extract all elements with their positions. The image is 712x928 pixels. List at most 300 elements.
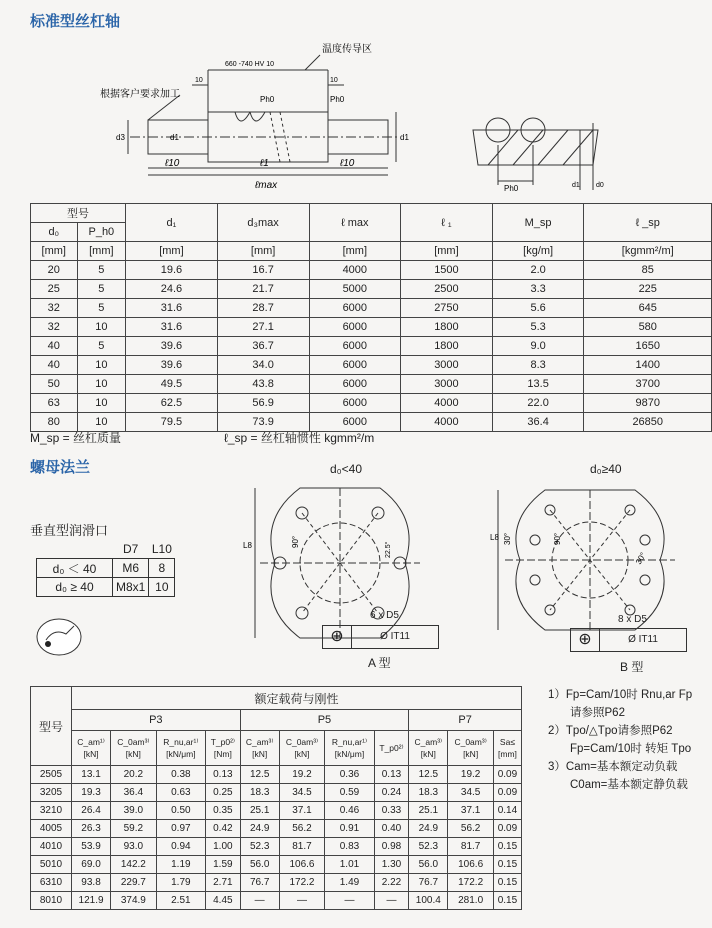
table-cell: 0.91 — [325, 820, 374, 838]
shaft-unit: [kgmm²/m] — [584, 242, 712, 261]
l10-label-right: ℓ10 — [340, 158, 355, 169]
table-cell: 79.5 — [126, 413, 218, 432]
table-cell: 16.7 — [217, 261, 309, 280]
table-cell: 1.00 — [206, 838, 241, 856]
table-cell: 21.7 — [217, 280, 309, 299]
table-cell: 3210 — [31, 802, 72, 820]
shaft-header: d₀ — [31, 223, 78, 242]
lube-cell: 10 — [149, 578, 175, 597]
table-cell: 2.71 — [206, 874, 241, 892]
shaft-unit: [mm] — [401, 242, 493, 261]
table-cell: 24.9 — [240, 820, 279, 838]
table-cell: 225 — [584, 280, 712, 299]
d1-label: d1 — [170, 133, 179, 142]
flange-a-l8: L8 — [243, 541, 252, 550]
table-cell: 49.5 — [126, 375, 218, 394]
table-cell: 37.1 — [448, 802, 494, 820]
footnote-line: 请参照P62 — [570, 707, 625, 719]
lube-table — [36, 540, 175, 597]
table-cell: 43.8 — [217, 375, 309, 394]
table-cell: 645 — [584, 299, 712, 318]
table-cell: 27.1 — [217, 318, 309, 337]
table-row — [31, 261, 712, 280]
flange-a-tol: Ø IT11 — [380, 631, 410, 642]
table-cell: 19.2 — [279, 766, 325, 784]
lube-cell: M6 — [113, 559, 149, 578]
shaft-group-header: 型号 — [31, 204, 126, 223]
table-cell: 0.15 — [493, 892, 521, 910]
shaft-header: ℓ max — [309, 204, 401, 242]
d0-detail-label: d0 — [596, 182, 604, 189]
table-cell: 0.98 — [374, 838, 409, 856]
table-cell: 81.7 — [279, 838, 325, 856]
table-cell: — — [240, 892, 279, 910]
table-cell: 56.9 — [217, 394, 309, 413]
load-sub-header-name: T_p0²⁾ — [379, 743, 404, 753]
shaft-header: P_h0 — [77, 223, 126, 242]
table-cell: 93.0 — [111, 838, 157, 856]
table-cell: 76.7 — [240, 874, 279, 892]
table-cell: 85 — [584, 261, 712, 280]
table-cell: 39.0 — [111, 802, 157, 820]
position-icon: ⊕ — [571, 629, 600, 651]
ph0-detail-label: Ph0 — [504, 184, 519, 193]
load-sub-header — [374, 731, 409, 766]
table-cell: 10 — [77, 413, 126, 432]
table-cell: 4000 — [401, 413, 493, 432]
table-cell: 0.09 — [493, 784, 521, 802]
table-cell: 0.40 — [374, 820, 409, 838]
flange-a-condition: d₀<40 — [330, 462, 363, 476]
table-cell: 20.2 — [111, 766, 157, 784]
l1-label: ℓ1 — [260, 158, 269, 169]
shaft-header: ℓ ₁ — [401, 204, 493, 242]
table-cell: — — [279, 892, 325, 910]
lube-cell: M8x1 — [113, 578, 149, 597]
load-sub-header — [206, 731, 241, 766]
table-cell: 25.1 — [240, 802, 279, 820]
table-cell: 0.15 — [493, 874, 521, 892]
load-group-header: 额定载荷与刚性 — [72, 687, 522, 710]
table-cell: 52.3 — [240, 838, 279, 856]
lube-cell: d₀ ＜ 40 — [37, 559, 113, 578]
load-model-header: 型号 — [31, 687, 72, 766]
table-cell: 0.63 — [156, 784, 205, 802]
table-cell: 172.2 — [279, 874, 325, 892]
table-cell: 8010 — [31, 892, 72, 910]
table-cell: 73.9 — [217, 413, 309, 432]
flange-a-angle-90: 90° — [291, 535, 300, 548]
table-cell: 0.46 — [325, 802, 374, 820]
flange-b-tol: Ø IT11 — [628, 634, 658, 645]
table-cell: 0.14 — [493, 802, 521, 820]
ph0-label-a: Ph0 — [260, 95, 275, 104]
table-cell: 56.2 — [448, 820, 494, 838]
section-title-flange: 螺母法兰 — [30, 459, 91, 476]
table-cell: 52.3 — [409, 838, 448, 856]
footnote-line: Fp=Cam/10时 转矩 Tpo — [570, 743, 692, 755]
table-cell: 3205 — [31, 784, 72, 802]
table-cell: 34.5 — [448, 784, 494, 802]
d1-detail-label: d1 — [572, 182, 580, 189]
table-cell: 1800 — [401, 337, 493, 356]
table-row — [31, 820, 522, 838]
table-row — [31, 337, 712, 356]
table-row — [31, 356, 712, 375]
shaft-unit: [mm] — [77, 242, 126, 261]
table-cell: 39.6 — [126, 337, 218, 356]
table-cell: 3000 — [401, 356, 493, 375]
load-sub-header-name: R_nu,ar¹⁾ — [163, 737, 199, 747]
table-cell: 13.1 — [72, 766, 111, 784]
shaft-header: d₃max — [217, 204, 309, 242]
table-cell: 0.42 — [206, 820, 241, 838]
flange-a-tolerance-box — [322, 625, 439, 649]
table-cell: 106.6 — [279, 856, 325, 874]
flange-b-tolerance-box — [570, 628, 687, 652]
table-cell: 39.6 — [126, 356, 218, 375]
oil-can-icon — [34, 612, 84, 657]
machining-note-label: 根据客户要求加工 — [100, 89, 180, 100]
table-row — [31, 856, 522, 874]
footnotes — [548, 686, 692, 794]
d3-label: d3 — [116, 133, 125, 142]
table-cell: 20 — [31, 261, 78, 280]
table-row — [31, 892, 522, 910]
l10-label: ℓ10 — [165, 158, 180, 169]
shaft-unit: [mm] — [217, 242, 309, 261]
table-cell: 2.51 — [156, 892, 205, 910]
load-sub-header-name: C_0am³⁾ — [454, 737, 487, 747]
table-cell: 4.45 — [206, 892, 241, 910]
table-cell: 34.5 — [279, 784, 325, 802]
table-cell: 50 — [31, 375, 78, 394]
load-sub-header — [448, 731, 494, 766]
table-row — [31, 318, 712, 337]
load-sub-header-unit: [kN/μm] — [334, 749, 365, 759]
table-cell: 36.4 — [111, 784, 157, 802]
table-cell: 81.7 — [448, 838, 494, 856]
load-sub-header-name: C_am³⁾ — [245, 737, 274, 747]
shaft-units-row — [31, 242, 712, 261]
table-cell: 26.4 — [72, 802, 111, 820]
table-cell: 6000 — [309, 356, 401, 375]
table-cell: 2.22 — [374, 874, 409, 892]
table-cell: 1800 — [401, 318, 493, 337]
table-cell: 13.5 — [492, 375, 584, 394]
table-cell: 63 — [31, 394, 78, 413]
table-row — [31, 766, 522, 784]
table-cell: 10 — [77, 356, 126, 375]
load-sub-header-name: C_am³⁾ — [414, 737, 443, 747]
load-sub-header — [156, 731, 205, 766]
table-cell: 5 — [77, 261, 126, 280]
ph0-label-b: Ph0 — [330, 95, 345, 104]
table-cell: 19.2 — [448, 766, 494, 784]
shaft-table — [30, 203, 712, 432]
load-sub-header — [493, 731, 521, 766]
temp-zone-label: 温度传导区 — [322, 44, 372, 55]
load-sub-header-unit: [kN] — [294, 749, 310, 759]
table-cell: 5.3 — [492, 318, 584, 337]
footnote-line: 3）Cam=基本额定动负载 — [548, 761, 678, 773]
table-cell: 10 — [77, 318, 126, 337]
load-sub-header-unit: [Nm] — [213, 749, 232, 759]
table-cell: 25.1 — [409, 802, 448, 820]
table-cell: 4000 — [309, 261, 401, 280]
table-cell: 2505 — [31, 766, 72, 784]
table-row — [31, 299, 712, 318]
load-sub-header-name: Sa≤ — [499, 737, 515, 747]
table-cell: 0.59 — [325, 784, 374, 802]
flange-b-angle-30b: 30° — [633, 551, 648, 566]
table-cell: 80 — [31, 413, 78, 432]
table-cell: 6000 — [309, 413, 401, 432]
table-cell: 0.15 — [493, 838, 521, 856]
table-cell: 4005 — [31, 820, 72, 838]
load-sub-header — [325, 731, 374, 766]
table-cell: 40 — [31, 337, 78, 356]
load-sub-header-name: C_am¹⁾ — [77, 737, 105, 747]
table-cell: 6000 — [309, 375, 401, 394]
table-cell: 6000 — [309, 337, 401, 356]
table-cell: 5000 — [309, 280, 401, 299]
lube-header-l10: L10 — [151, 542, 172, 556]
table-cell: 56.0 — [240, 856, 279, 874]
table-row — [31, 280, 712, 299]
shaft-unit: [mm] — [126, 242, 218, 261]
load-sub-header — [279, 731, 325, 766]
table-cell: 229.7 — [111, 874, 157, 892]
table-row — [31, 802, 522, 820]
flange-b-condition: d₀≥40 — [590, 462, 622, 476]
section-title-shaft: 标准型丝杠轴 — [30, 13, 121, 30]
dim-10a: 10 — [195, 77, 203, 84]
table-cell: 106.6 — [448, 856, 494, 874]
table-cell: 1.59 — [206, 856, 241, 874]
table-cell: 12.5 — [240, 766, 279, 784]
table-cell: 24.6 — [126, 280, 218, 299]
table-cell: 0.13 — [374, 766, 409, 784]
shaft-header: d₁ — [126, 204, 218, 242]
table-cell: 2750 — [401, 299, 493, 318]
table-cell: 5 — [77, 299, 126, 318]
table-cell: 56.0 — [409, 856, 448, 874]
table-cell: 5010 — [31, 856, 72, 874]
table-cell: 6310 — [31, 874, 72, 892]
table-cell: 10 — [77, 394, 126, 413]
table-cell: 2.0 — [492, 261, 584, 280]
table-cell: 28.7 — [217, 299, 309, 318]
table-cell: 580 — [584, 318, 712, 337]
table-cell: 5.6 — [492, 299, 584, 318]
load-sub-header-unit: [mm] — [498, 749, 517, 759]
table-cell: 3700 — [584, 375, 712, 394]
table-cell: 0.09 — [493, 820, 521, 838]
table-cell: 6000 — [309, 394, 401, 413]
table-cell: 0.83 — [325, 838, 374, 856]
table-cell: 4000 — [401, 394, 493, 413]
flange-b-type: B 型 — [620, 660, 644, 674]
table-cell: 172.2 — [448, 874, 494, 892]
table-cell: 5 — [77, 337, 126, 356]
table-cell: 1500 — [401, 261, 493, 280]
load-sub-header — [240, 731, 279, 766]
load-sub-header-unit: [kN] — [252, 749, 268, 759]
flange-b-holes: 8 x D5 — [618, 614, 647, 625]
load-sub-header-unit: [kN] — [125, 749, 141, 759]
table-cell: 1650 — [584, 337, 712, 356]
hardness-label: 660 -740 HV 10 — [225, 61, 275, 68]
table-cell: 9870 — [584, 394, 712, 413]
table-cell: 281.0 — [448, 892, 494, 910]
table-cell: 1.30 — [374, 856, 409, 874]
table-cell: 18.3 — [409, 784, 448, 802]
table-cell: 24.9 — [409, 820, 448, 838]
table-row — [31, 838, 522, 856]
table-cell: 0.50 — [156, 802, 205, 820]
shaft-unit: [kg/m] — [492, 242, 584, 261]
table-cell: 93.8 — [72, 874, 111, 892]
load-sub-header — [409, 731, 448, 766]
flange-b-angle-90: 90° — [553, 532, 562, 545]
table-cell: 0.13 — [206, 766, 241, 784]
load-sub-header-unit: [kN] — [420, 749, 436, 759]
table-cell: 31.6 — [126, 318, 218, 337]
table-cell: 5 — [77, 280, 126, 299]
table-cell: 62.5 — [126, 394, 218, 413]
load-sub-header-unit: [kN] — [463, 749, 479, 759]
table-cell: — — [325, 892, 374, 910]
load-sub-header-name: C_0am³⁾ — [117, 737, 150, 747]
table-cell: 12.5 — [409, 766, 448, 784]
table-cell: 0.33 — [374, 802, 409, 820]
table-cell: 6000 — [309, 299, 401, 318]
table-cell: 0.36 — [325, 766, 374, 784]
table-cell: 34.0 — [217, 356, 309, 375]
table-cell: 19.3 — [72, 784, 111, 802]
table-cell: 69.0 — [72, 856, 111, 874]
lube-cell: d₀ ≥ 40 — [37, 578, 113, 597]
flange-a-drawing — [240, 478, 440, 648]
load-table — [30, 686, 522, 910]
load-group-p5: P5 — [240, 710, 409, 731]
table-row — [31, 874, 522, 892]
load-group-p3: P3 — [72, 710, 241, 731]
shaft-unit: [mm] — [309, 242, 401, 261]
dim-10b: 10 — [330, 77, 338, 84]
table-cell: 22.0 — [492, 394, 584, 413]
table-cell: 0.15 — [493, 856, 521, 874]
table-cell: 3.3 — [492, 280, 584, 299]
lube-header-0 — [37, 540, 113, 559]
table-cell: 0.97 — [156, 820, 205, 838]
table-cell: 100.4 — [409, 892, 448, 910]
table-cell: 0.09 — [493, 766, 521, 784]
flange-a-type: A 型 — [368, 656, 391, 670]
load-sub-header-name: R_nu,ar¹⁾ — [331, 737, 368, 747]
table-cell: 2500 — [401, 280, 493, 299]
table-cell: 4010 — [31, 838, 72, 856]
d1-label-right: d1 — [400, 133, 409, 142]
lube-header-d7: D7 — [123, 542, 139, 556]
shaft-unit: [mm] — [31, 242, 78, 261]
table-cell: 0.38 — [156, 766, 205, 784]
load-sub-header-unit: [kN] — [83, 749, 99, 759]
table-cell: 36.7 — [217, 337, 309, 356]
lube-cell: 8 — [149, 559, 175, 578]
table-cell: 19.6 — [126, 261, 218, 280]
lsp-note: ℓ_sp = 丝杠轴惯性 kgmm²/m — [224, 431, 375, 445]
table-row — [31, 784, 522, 802]
table-cell: 31.6 — [126, 299, 218, 318]
table-cell: 0.35 — [206, 802, 241, 820]
load-group-p7: P7 — [409, 710, 522, 731]
flange-b-angle-30a: 30° — [503, 532, 512, 545]
table-cell: 1.49 — [325, 874, 374, 892]
table-cell: 26850 — [584, 413, 712, 432]
table-cell: 6000 — [309, 318, 401, 337]
table-cell: 1.01 — [325, 856, 374, 874]
table-cell: 32 — [31, 318, 78, 337]
table-cell: 0.24 — [374, 784, 409, 802]
table-cell: 26.3 — [72, 820, 111, 838]
table-cell: 18.3 — [240, 784, 279, 802]
table-cell: 40 — [31, 356, 78, 375]
table-row — [31, 375, 712, 394]
table-cell: 8.3 — [492, 356, 584, 375]
position-icon: ⊕ — [323, 626, 352, 648]
table-cell: 36.4 — [492, 413, 584, 432]
table-cell: 9.0 — [492, 337, 584, 356]
table-cell: 1.19 — [156, 856, 205, 874]
table-cell: 32 — [31, 299, 78, 318]
table-cell: 25 — [31, 280, 78, 299]
msp-note: M_sp = 丝杠质量 — [30, 431, 122, 445]
table-cell: 142.2 — [111, 856, 157, 874]
table-cell: 53.9 — [72, 838, 111, 856]
shaft-header: M_sp — [492, 204, 584, 242]
lube-title: 垂直型润滑口 — [30, 523, 109, 538]
lmax-label: ℓmax — [255, 180, 278, 190]
table-row — [31, 394, 712, 413]
table-cell: 1400 — [584, 356, 712, 375]
table-cell: 76.7 — [409, 874, 448, 892]
table-cell: 121.9 — [72, 892, 111, 910]
load-sub-header-name: T_p0²⁾ — [210, 737, 235, 747]
table-cell: — — [374, 892, 409, 910]
table-cell: 10 — [77, 375, 126, 394]
load-sub-header — [111, 731, 157, 766]
table-cell: 37.1 — [279, 802, 325, 820]
table-cell: 0.25 — [206, 784, 241, 802]
flange-b-drawing — [490, 480, 690, 640]
table-cell: 374.9 — [111, 892, 157, 910]
flange-b-l8: L8 — [490, 533, 499, 542]
load-sub-header-unit: [kN/μm] — [166, 749, 196, 759]
shaft-header: ℓ _sp — [584, 204, 712, 242]
flange-a-holes: 6 x D5 — [370, 610, 399, 621]
footnote-line: 2）Tpo/△Tpo请参照P62 — [548, 725, 673, 737]
table-cell: 3000 — [401, 375, 493, 394]
table-cell: 0.94 — [156, 838, 205, 856]
table-cell: 1.79 — [156, 874, 205, 892]
load-sub-header — [72, 731, 111, 766]
footnote-line: 1）Fp=Cam/10时 Rnu,ar Fp — [548, 689, 693, 701]
table-cell: 59.2 — [111, 820, 157, 838]
table-cell: 56.2 — [279, 820, 325, 838]
flange-a-angle-22: 22.5° — [385, 541, 392, 558]
